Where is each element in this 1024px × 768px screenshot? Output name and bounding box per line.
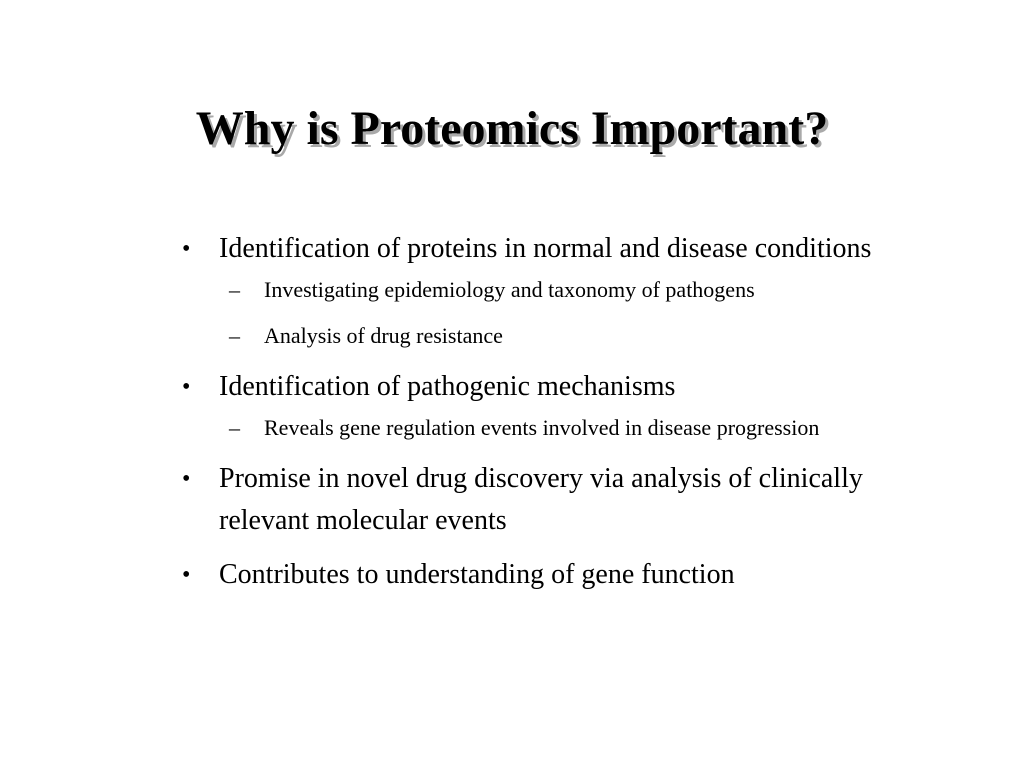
- sub-bullet-marker: –: [229, 277, 240, 302]
- sub-bullet-marker: –: [229, 323, 240, 348]
- bullet-text: Contributes to understanding of gene function: [219, 559, 735, 590]
- bullet-text: Identification of proteins in normal and disease conditions: [219, 233, 872, 264]
- bullet-marker: •: [182, 236, 191, 262]
- bullet-item: [182, 458, 902, 542]
- bullet-text: Identification of pathogenic mechanisms: [219, 371, 676, 402]
- sub-bullet-item: [219, 274, 902, 306]
- bullet-marker: •: [182, 562, 191, 588]
- sub-bullet-text: Investigating epidemiology and taxonomy of pathogens: [264, 277, 755, 302]
- sub-bullet-list: [219, 412, 902, 444]
- sub-bullet-item: [219, 412, 902, 444]
- bullet-item: [182, 228, 902, 352]
- bullet-item: [182, 554, 902, 596]
- sub-bullet-text: Reveals gene regulation events involved in disease progression: [264, 415, 820, 440]
- bullet-marker: •: [182, 374, 191, 400]
- bullet-marker: •: [182, 466, 191, 492]
- bullet-list: [182, 228, 902, 596]
- sub-bullet-item: [219, 320, 902, 352]
- bullet-item: [182, 366, 902, 444]
- sub-bullet-text: Analysis of drug resistance: [264, 323, 503, 348]
- slide-title: Why is Proteomics Important?: [195, 102, 829, 155]
- sub-bullet-marker: –: [229, 415, 240, 440]
- sub-bullet-list: [219, 274, 902, 352]
- bullet-text: Promise in novel drug discovery via analysis of clinically relevant molecular events: [219, 463, 863, 536]
